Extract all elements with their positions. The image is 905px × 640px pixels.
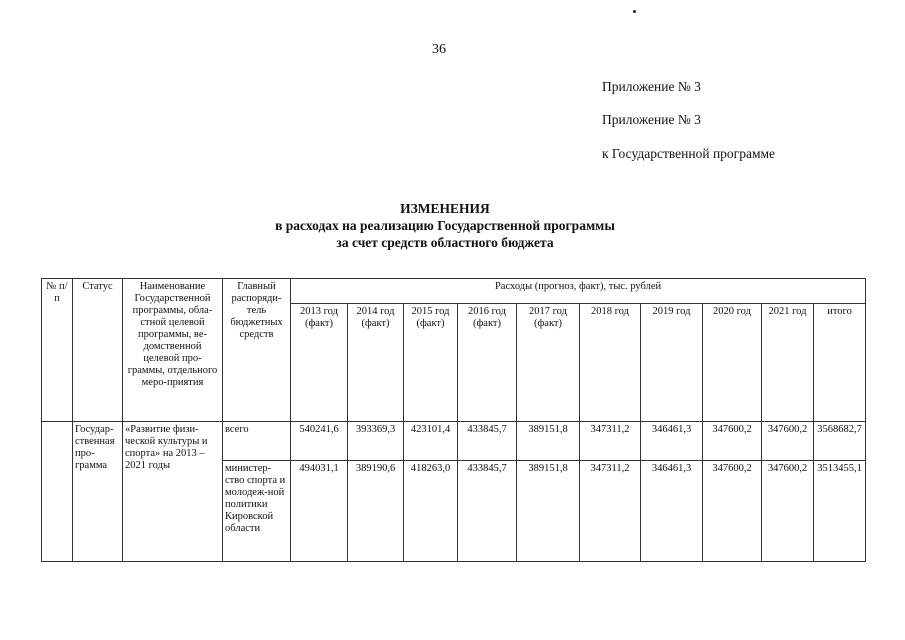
value-cell: 433845,7 (458, 422, 517, 461)
header-year: 2015 год (факт) (404, 304, 458, 422)
annex-label-2: Приложение № 3 (602, 112, 701, 127)
value-cell: 346461,3 (641, 422, 703, 461)
program-name: «Развитие физи-ческой культуры и спорта» на 2013 – 2021 годы (123, 422, 223, 562)
header-year: 2019 год (641, 304, 703, 422)
value-cell: 540241,6 (291, 422, 348, 461)
value-cell: 389190,6 (348, 461, 404, 562)
header-total: итого (814, 304, 866, 422)
page-number: 36 (432, 42, 446, 57)
title-line-2: в расходах на реализацию Государственной программы (275, 218, 615, 233)
row-manager: министер-ство спорта и молодеж-ной политики Кировской области (223, 461, 291, 562)
value-cell: 346461,3 (641, 461, 703, 562)
document-title (150, 200, 740, 251)
value-cell: 433845,7 (458, 461, 517, 562)
value-cell: 347600,2 (762, 461, 814, 562)
table-header-row (42, 279, 866, 304)
value-cell: 347600,2 (703, 461, 762, 562)
header-year: 2021 год (762, 304, 814, 422)
header-expenses: Расходы (прогноз, факт), тыс. рублей (291, 279, 866, 304)
table-row (42, 422, 866, 461)
value-cell: 347600,2 (703, 422, 762, 461)
annex-label-1: Приложение № 3 (602, 79, 701, 94)
header-year: 2017 год (факт) (517, 304, 580, 422)
program-status: Государ-ственная про-грамма (73, 422, 123, 562)
header-year: 2016 год (факт) (458, 304, 517, 422)
value-cell: 347600,2 (762, 422, 814, 461)
header-num: № п/п (42, 279, 73, 422)
header-status: Статус (73, 279, 123, 422)
value-cell: 393369,3 (348, 422, 404, 461)
value-cell: 389151,8 (517, 461, 580, 562)
row-manager: всего (223, 422, 291, 461)
header-year: 2018 год (580, 304, 641, 422)
budget-table (41, 278, 866, 562)
value-cell: 423101,4 (404, 422, 458, 461)
header-year: 2020 год (703, 304, 762, 422)
header-year: 2014 год (факт) (348, 304, 404, 422)
header-manager: Главный распоряди-тель бюджетных средств (223, 279, 291, 422)
value-cell: 494031,1 (291, 461, 348, 562)
total-cell: 3568682,7 (814, 422, 866, 461)
row-num (42, 422, 73, 562)
title-line-1: ИЗМЕНЕНИЯ (400, 201, 490, 216)
value-cell: 347311,2 (580, 422, 641, 461)
header-name: Наименование Государственной программы, обла-стной целевой программы, ве-домственной целевой про-граммы, отдельного меро-приятия (123, 279, 223, 422)
annex-label-3: к Государственной программе (602, 146, 776, 161)
value-cell: 347311,2 (580, 461, 641, 562)
value-cell: 418263,0 (404, 461, 458, 562)
total-cell: 3513455,1 (814, 461, 866, 562)
value-cell: 389151,8 (517, 422, 580, 461)
header-year: 2013 год (факт) (291, 304, 348, 422)
scan-speck (633, 10, 636, 13)
title-line-3: за счет средств областного бюджета (336, 235, 554, 250)
